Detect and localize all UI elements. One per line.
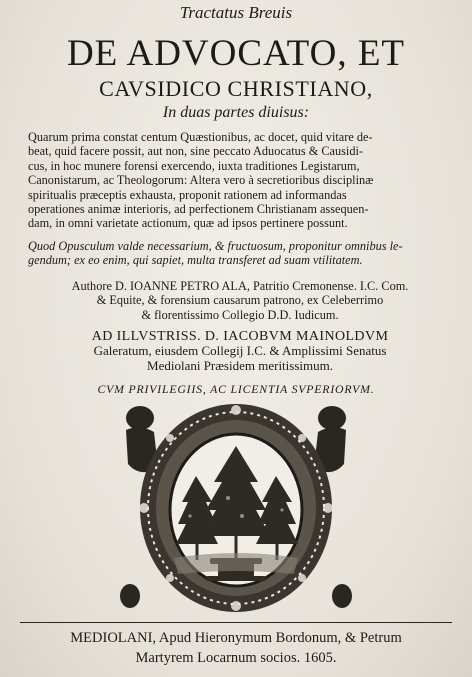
imprint <box>30 628 442 668</box>
imprint-rule <box>20 622 452 623</box>
author-line: & florentissimo Collegio D.D. Iudicum. <box>141 307 339 322</box>
commendation-line: Quod Opusculum valde necessarium, & fructuosum, proponitur omnibus le- <box>28 239 403 253</box>
description-line: Quarum prima constat centum Quæstionibus, ac docet, quid vitare de- <box>28 130 373 144</box>
dedication-line: AD ILLVSTRISS. D. IACOBVM MAINOLDVM <box>91 330 389 344</box>
description-line: operationes animæ interioris, ad perfectionem Christianam assequen- <box>28 202 369 217</box>
author-line: & Equite, & forensium causarum patrono, ex Celeberrimo <box>96 293 384 308</box>
commendation-line: gendum; ex eo enim, qui sapiet, multa transferet ad suam vtilitatem. <box>28 253 363 268</box>
printers-device-emblem <box>118 398 354 616</box>
imprint-line: MEDIOLANI, Apud Hieronymum Bordonum, & Petrum <box>70 630 402 646</box>
dedication-paragraph <box>28 330 452 373</box>
author-line: Authore D. IOANNE PETRO ALA, Patritio Cremonense. I.C. Com. <box>71 279 409 293</box>
title-line-4: In duas partes diuisus: <box>162 104 310 121</box>
description-line: beat, quid facere possit, aut non, sine peccato Aduocatus & Causidi- <box>28 144 363 159</box>
imprint-line: Martyrem Locarnum socios. 1605. <box>135 650 337 666</box>
commendation-paragraph <box>28 239 452 268</box>
description-line: Canonistarum, ac Theologorum: Altera vero à secretioribus disciplinæ <box>28 173 374 188</box>
title-line-2: DE ADVOCATO, ET <box>66 33 406 74</box>
privilege-line: CVM PRIVILEGIIS, AC LICENTIA SVPERIORVM. <box>97 382 375 396</box>
title-line-1: Tractatus Breuis <box>179 3 293 22</box>
description-paragraph <box>28 130 452 231</box>
dedication-line: Galeratum, eiusdem Collegij I.C. & Amplissimi Senatus <box>93 344 387 359</box>
description-line: dam, in omni varietate actionum, quæ ad ipsos pertinere possunt. <box>28 216 348 231</box>
description-line: spiritualis præceptis exhausta, proponit rationem ad informandas <box>28 187 347 202</box>
title-line-3: CAVSIDICO CHRISTIANO, <box>99 76 373 101</box>
description-line: cus, in hoc munere forensi exercendo, iuxta traditiones Legistarum, <box>28 158 360 173</box>
dedication-line: Mediolani Præsidem meritissimum. <box>147 358 333 373</box>
author-paragraph <box>28 279 452 322</box>
